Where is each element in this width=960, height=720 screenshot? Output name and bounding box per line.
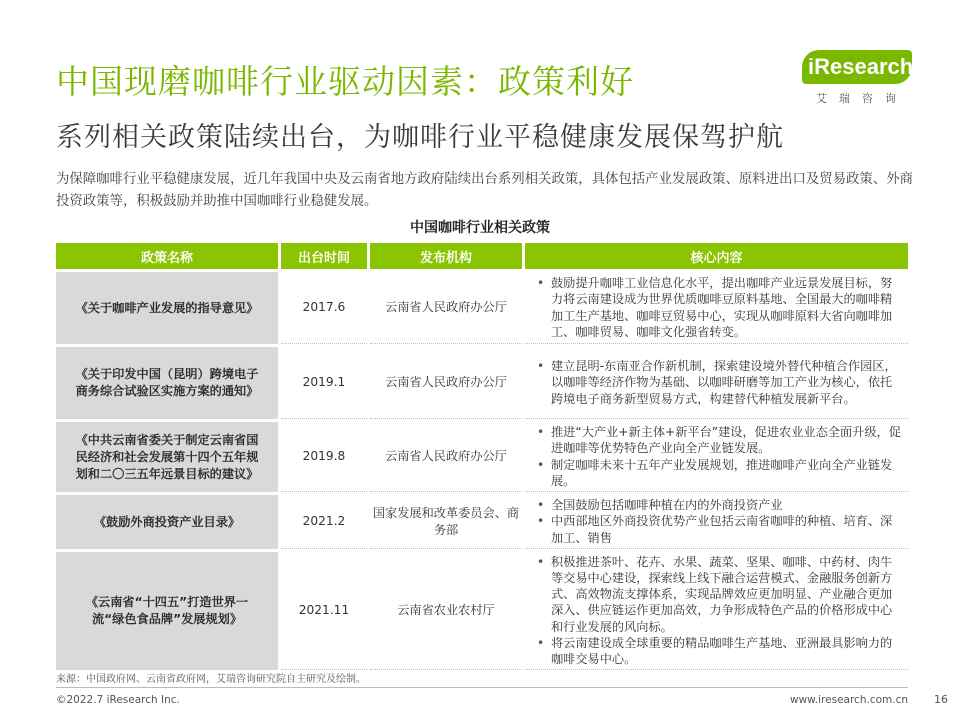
header-policy-name: 政策名称	[56, 243, 278, 269]
table-row	[56, 272, 908, 344]
table-header	[56, 243, 908, 269]
core-bullet: • 积极推进茶叶、花卉、水果、蔬菜、坚果、咖啡、中药材、肉牛等交易中心建设，探索线上线下融合运营模式、金融服务创新方式、高效物流支撑体系，实现品牌效应更加明显、产业融合更加深入、供应链运作更加高效，力争形成特色产品的价格形成中心和行业发展的风向标。	[535, 554, 902, 635]
core-bullet: • 制定咖啡未来十五年产业发展规划，推进咖啡产业向全产业链发展。	[535, 457, 902, 489]
policy-date: 2021.2	[281, 495, 367, 549]
policy-name: 《云南省“十四五”打造世界一流“绿色食品牌”发展规划》	[56, 552, 278, 670]
policy-issuer: 云南省人民政府办公厅	[370, 347, 522, 419]
core-bullet: • 建立昆明-东南亚合作新机制，探索建设境外替代种植合作园区，以咖啡等经济作物为基础、以咖啡研磨等加工产业为核心，依托跨境电子商务新型贸易方式，构建替代种植发展新平台。	[535, 358, 902, 407]
policy-core	[525, 495, 908, 549]
table-row	[56, 552, 908, 670]
logo-word: iResearch	[808, 54, 914, 79]
policy-name: 《关于印发中国（昆明）跨境电子商务综合试验区实施方案的通知》	[56, 347, 278, 419]
policy-issuer: 云南省人民政府办公厅	[370, 272, 522, 344]
policy-name: 《鼓励外商投资产业目录》	[56, 495, 278, 549]
source-note: 来源：中国政府网、云南省政府网，艾瑞咨询研究院自主研究及绘制。	[56, 674, 366, 685]
policy-core	[525, 422, 908, 492]
policy-issuer: 云南省人民政府办公厅	[370, 422, 522, 492]
table-title: 中国咖啡行业相关政策	[410, 220, 550, 236]
policy-date: 2019.1	[281, 347, 367, 419]
policy-name: 《中共云南省委关于制定云南省国民经济和社会发展第十四个五年规划和二〇三五年远景目标的建议》	[56, 422, 278, 492]
core-bullet: • 推进“大产业+新主体+新平台”建设，促进农业业态全面升级，促进咖啡等优势特色产业向全产业链发展。	[535, 424, 902, 456]
page-title: 中国现磨咖啡行业驱动因素：政策利好	[56, 62, 634, 101]
iresearch-logo	[796, 50, 914, 112]
policy-date: 2017.6	[281, 272, 367, 344]
intro-paragraph: 为保障咖啡行业平稳健康发展，近几年我国中央及云南省地方政府陆续出台系列相关政策，具体包括产业发展政策、原料进出口及贸易政策、外商投资政策等，积极鼓励并助推中国咖啡行业稳健发展。	[56, 172, 913, 209]
policy-table	[56, 243, 908, 673]
logo-subtitle: 艾瑞咨询	[816, 92, 908, 105]
copyright: ©2022.7 iResearch Inc.	[56, 694, 180, 706]
footer-divider	[56, 687, 908, 688]
policy-date: 2019.8	[281, 422, 367, 492]
core-bullet: • 鼓励提升咖啡工业信息化水平，提出咖啡产业远景发展目标，努力将云南建设成为世界优质咖啡豆原料基地、全国最大的咖啡精加工生产基地、咖啡豆贸易中心，实现从咖啡原料大省向咖啡加工、咖啡贸易、咖啡文化强省转变。	[535, 275, 902, 340]
header-core-content: 核心内容	[525, 243, 908, 269]
header-release-date: 出台时间	[281, 243, 367, 269]
policy-name: 《关于咖啡产业发展的指导意见》	[56, 272, 278, 344]
core-bullet: • 将云南建设成全球重要的精品咖啡生产基地、亚洲最具影响力的咖啡交易中心。	[535, 635, 902, 667]
header-issuer: 发布机构	[370, 243, 522, 269]
page-subtitle: 系列相关政策陆续出台，为咖啡行业平稳健康发展保驾护航	[56, 122, 784, 153]
table-row	[56, 347, 908, 419]
policy-core	[525, 347, 908, 419]
policy-core	[525, 272, 908, 344]
policy-core	[525, 552, 908, 670]
website-link[interactable]: www.iresearch.com.cn	[790, 694, 909, 706]
page-number: 16	[934, 693, 948, 706]
policy-issuer: 云南省农业农村厅	[370, 552, 522, 670]
policy-issuer: 国家发展和改革委员会、商务部	[370, 495, 522, 549]
core-bullet: • 全国鼓励包括咖啡种植在内的外商投资产业	[535, 497, 902, 513]
table-row	[56, 422, 908, 492]
core-bullet: • 中西部地区外商投资优势产业包括云南省咖啡的种植、培育、深加工、销售	[535, 513, 902, 545]
policy-date: 2021.11	[281, 552, 367, 670]
table-row	[56, 495, 908, 549]
